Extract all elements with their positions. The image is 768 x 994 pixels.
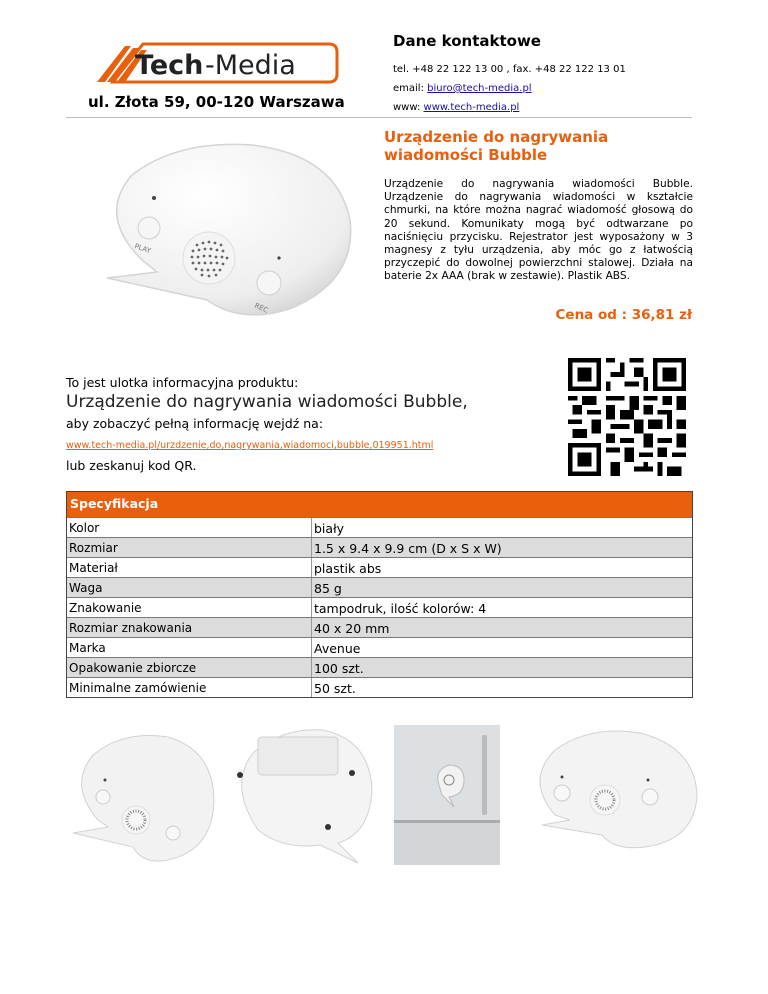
spec-row — [67, 657, 692, 677]
spec-label: Materiał — [69, 561, 118, 575]
spec-value: plastik abs — [311, 558, 692, 577]
spec-row — [67, 577, 692, 597]
spec-label: Rozmiar — [69, 541, 118, 555]
gallery-photo-front[interactable] — [68, 725, 218, 865]
spec-table-body — [67, 517, 692, 697]
product-title: Urządzenie do nagrywania wiadomości Bubble — [384, 128, 609, 164]
header-divider — [66, 117, 692, 118]
spec-label: Kolor — [69, 521, 100, 535]
product-price: Cena od : 36,81 zł — [555, 307, 692, 323]
spec-value: 1.5 x 9.4 x 9.9 cm (D x S x W) — [311, 538, 692, 557]
logo-text-tech: Tech — [135, 50, 204, 81]
spec-row — [67, 617, 692, 637]
spec-value: tampodruk, ilość kolorów: 4 — [311, 598, 692, 617]
email-label: email: — [393, 83, 428, 94]
gallery-photo-fridge[interactable] — [394, 725, 500, 865]
spec-row — [67, 637, 692, 657]
spec-row — [67, 597, 692, 617]
spec-row — [67, 537, 692, 557]
photo-rec-label: REC — [253, 301, 270, 315]
tech-media-logo — [95, 38, 340, 88]
leaflet-product-name — [66, 392, 526, 412]
spec-label: Minimalne zamówienie — [69, 681, 207, 695]
spec-label: Rozmiar znakowania — [69, 621, 193, 635]
qr-code-icon[interactable] — [563, 358, 691, 476]
spec-label: Znakowanie — [69, 601, 142, 615]
spec-table-header: Specyfikacja — [67, 492, 692, 517]
spec-value: biały — [311, 518, 692, 537]
spec-label: Marka — [69, 641, 106, 655]
gallery-photo-back[interactable] — [228, 725, 373, 865]
spec-value: 40 x 20 mm — [311, 618, 692, 637]
contact-phone: tel. +48 22 122 13 00 , fax. +48 22 122 13 01 — [393, 64, 626, 75]
photo-play-label: PLAY — [133, 242, 152, 256]
contact-www — [393, 98, 723, 117]
spec-row — [67, 517, 692, 537]
logo-text-media: -Media — [205, 50, 296, 81]
contact-title: Dane kontaktowe — [393, 32, 541, 50]
spec-value: 50 szt. — [311, 678, 692, 697]
product-photo — [92, 140, 357, 325]
gallery-photo-front-angle[interactable] — [520, 725, 700, 865]
spec-row — [67, 557, 692, 577]
contact-block — [393, 32, 723, 117]
www-link[interactable]: www.tech-media.pl — [423, 102, 520, 113]
spec-row — [67, 677, 692, 697]
spec-label: Waga — [69, 581, 103, 595]
leaflet-product-name-suffix: , — [462, 392, 468, 412]
www-label: www: — [393, 102, 424, 113]
spec-value: 100 szt. — [311, 658, 692, 677]
leaflet-info — [66, 375, 526, 473]
contact-email — [393, 79, 723, 98]
leaflet-qr-text: lub zeskanuj kod QR. — [66, 458, 197, 473]
spec-value: Avenue — [311, 638, 692, 657]
company-address: ul. Złota 59, 00-120 Warszawa — [88, 93, 345, 111]
email-link[interactable]: biuro@tech-media.pl — [427, 83, 532, 94]
product-description: Urządzenie do nagrywania wiadomości Bubble. Urządzenie do nagrywania wiadomości w kształcie chmurki, na które można nagrać wiadomość głosową do 20 sekund. Komunikaty mogą być odtwarzane po naciśnięciu przycisku. Rejestrator jest wyposażony w 3 magnesy z tyłu urządzenia, aby móc go z łatwością przyczepić do dowolnej powierzchni stalowej. Działa na baterie 2x AAA (brak w zestawie). Plastik ABS. — [384, 178, 693, 283]
spec-table — [66, 491, 693, 698]
spec-label: Opakowanie zbiorcze — [69, 661, 197, 675]
product-url-link[interactable]: www.tech-media.pl/urzdzenie,do,nagrywania,wiadomoci,bubble,019951.html — [66, 440, 434, 451]
leaflet-product-name-text: Urządzenie do nagrywania wiadomości Bubble — [66, 392, 463, 412]
spec-value: 85 g — [311, 578, 692, 597]
leaflet-intro: To jest ulotka informacyjna produktu: — [66, 375, 299, 390]
leaflet-see-more: aby zobaczyć pełną informację wejdź na: — [66, 416, 324, 431]
